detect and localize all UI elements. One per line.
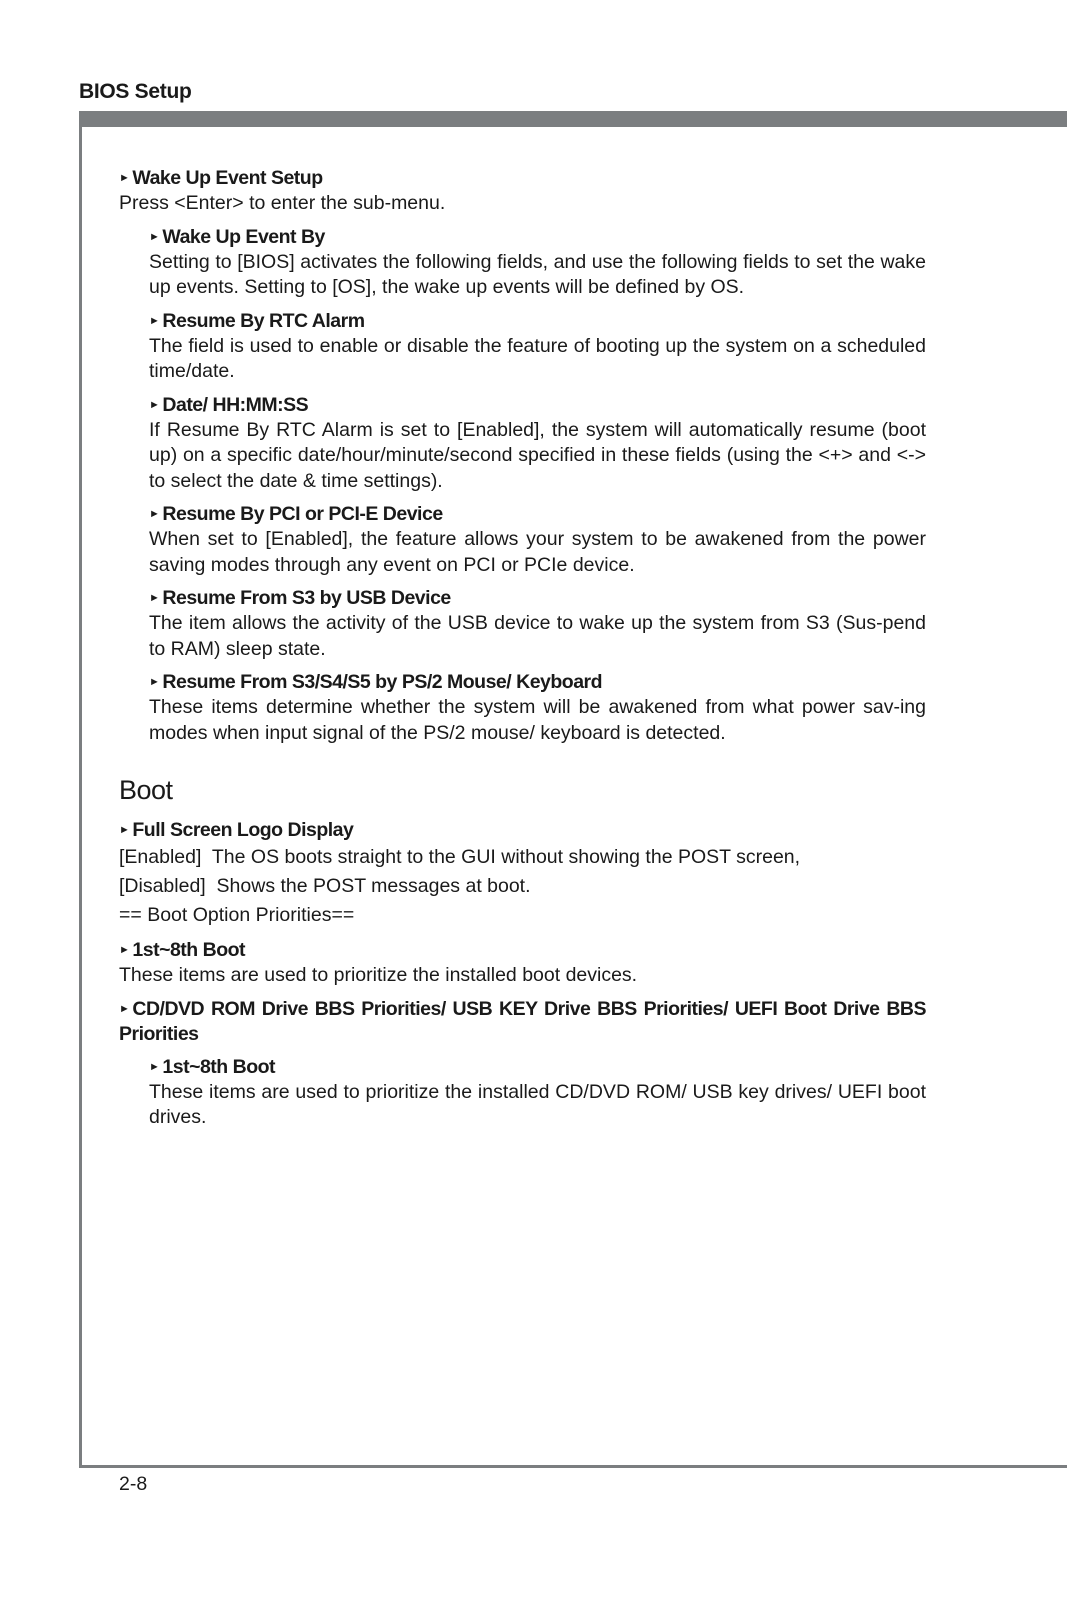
bbs-priorities-title: ► CD/DVD ROM Drive BBS Priorities/ USB KEY Drive BBS Priorities/ UEFI Boot Drive BBS Priorities — [119, 997, 926, 1045]
bbs-boot-order-desc: These items are used to prioritize the installed CD/DVD ROM/ USB key drives/ UEFI boot drives. — [149, 1080, 926, 1128]
wake-up-event-by-title: ► Wake Up Event By — [149, 225, 325, 248]
triangle-right-icon: ► — [149, 314, 160, 327]
boot-order-title: ► 1st~8th Boot — [119, 939, 246, 961]
resume-from-ps2-title: ► Resume From S3/S4/S5 by PS/2 Mouse/ Keyboard — [149, 671, 603, 693]
boot-section-title: Boot — [119, 775, 173, 805]
wake-up-event-by-desc: Setting to [BIOS] activates the following fields, and use the following fields to set the wake up events. Setting to [OS], the wake up events will be defined by OS. — [149, 250, 926, 298]
triangle-right-icon: ► — [119, 944, 130, 956]
wake-up-event-setup-desc: Press <Enter> to enter the sub-menu. — [119, 192, 446, 214]
page-number: 2-8 — [119, 1473, 148, 1495]
manual-content — [119, 166, 926, 1131]
triangle-right-icon: ► — [149, 1060, 160, 1073]
resume-by-pci-title: ► Resume By PCI or PCI-E Device — [149, 503, 443, 525]
date-hhmmss-title: ► Date/ HH:MM:SS — [149, 393, 309, 416]
triangle-right-icon: ► — [149, 230, 160, 243]
full-screen-enabled-line: [Enabled] The OS boots straight to the GUI without showing the POST screen, — [119, 846, 801, 868]
resume-from-s3-usb-desc: The item allows the activity of the USB device to wake up the system from S3 (Sus-pend to RAM) sleep state. — [149, 612, 926, 660]
bbs-boot-order-title: ► 1st~8th Boot — [149, 1055, 276, 1078]
resume-by-rtc-alarm-desc: The field is used to enable or disable the feature of booting up the system on a scheduled time/date. — [149, 334, 926, 382]
resume-by-rtc-alarm-title: ► Resume By RTC Alarm — [149, 309, 365, 332]
triangle-right-icon: ► — [149, 676, 160, 688]
triangle-right-icon: ► — [119, 824, 130, 836]
triangle-right-icon: ► — [119, 1002, 130, 1015]
page-header-title: BIOS Setup — [79, 80, 192, 103]
full-screen-disabled-line: [Disabled] Shows the POST messages at boot. — [119, 875, 531, 897]
triangle-right-icon: ► — [149, 508, 160, 520]
header-bar — [79, 111, 1067, 127]
wake-up-sub-items — [119, 217, 926, 747]
wake-up-event-setup-title: ► Wake Up Event Setup — [119, 167, 323, 189]
date-hhmmss-desc: If Resume By RTC Alarm is set to [Enabled], the system will automatically resume (boot up) on a specific date/hour/minute/second specified in these fields (using the <+> and <-> to select the date & time settings). — [149, 418, 926, 492]
full-screen-logo-title: ► Full Screen Logo Display — [119, 819, 354, 841]
triangle-right-icon: ► — [149, 592, 160, 604]
bbs-sub-items — [119, 1047, 926, 1131]
resume-from-s3-usb-title: ► Resume From S3 by USB Device — [149, 587, 451, 609]
resume-from-ps2-desc: These items determine whether the system will be awakened from what power sav-ing modes when input signal of the PS/2 mouse/ keyboard is detected. — [149, 696, 926, 744]
left-border-rule — [79, 111, 82, 1468]
boot-order-desc: These items are used to prioritize the installed boot devices. — [119, 964, 638, 986]
resume-by-pci-desc: When set to [Enabled], the feature allows your system to be awakened from the power saving modes through any event on PCI or PCIe device. — [149, 528, 926, 576]
boot-option-priorities-heading: == Boot Option Priorities== — [119, 904, 355, 926]
triangle-right-icon: ► — [149, 398, 160, 411]
triangle-right-icon: ► — [119, 172, 130, 184]
bottom-border-rule — [79, 1465, 1067, 1468]
